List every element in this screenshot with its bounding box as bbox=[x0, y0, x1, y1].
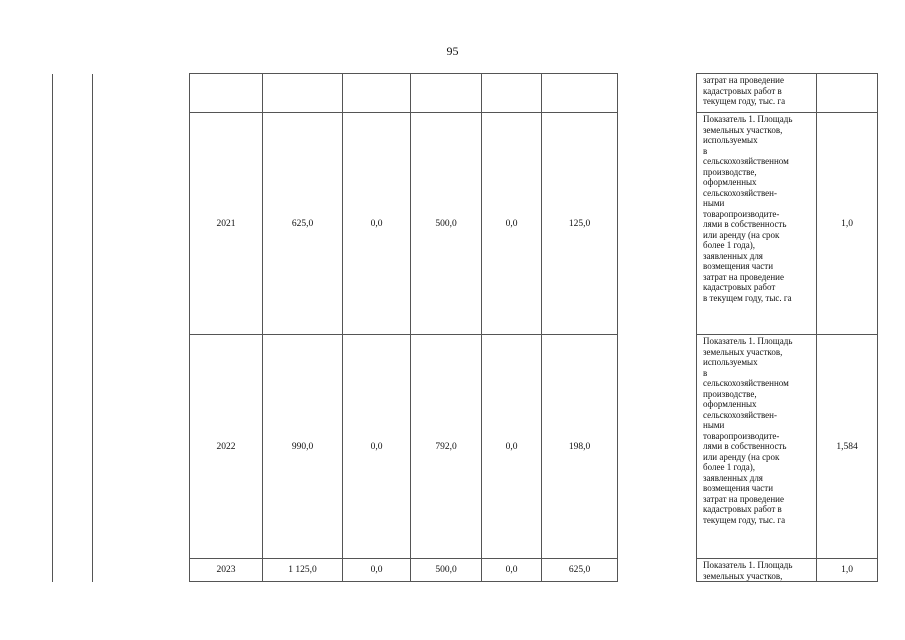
indicator-cell: Показатель 1. Площадь земельных участков, bbox=[697, 559, 817, 582]
other-sources-cell bbox=[542, 74, 618, 113]
federal-budget-cell: 0,0 bbox=[343, 559, 411, 582]
empty-cell bbox=[93, 74, 190, 582]
indicator-cell: Показатель 1. Площадь земельных участков, используемых в сельскохозяйственном производстве, оформленных сельскохозяйствен- ными товаропроизводите- лями в собственность или аренду (на срок более 1 года), заявленных для возмещения части затрат на проведение кадастровых работ в текущем году, тыс. га bbox=[697, 113, 817, 335]
local-budget-cell bbox=[482, 74, 542, 113]
total-cell: 1 125,0 bbox=[263, 559, 343, 582]
empty-cell bbox=[53, 74, 93, 582]
year-cell: 2021 bbox=[190, 113, 263, 335]
total-cell bbox=[263, 74, 343, 113]
indicator-value-cell: 1,584 bbox=[817, 335, 878, 559]
indicator-value-cell: 1,0 bbox=[817, 559, 878, 582]
federal-budget-cell: 0,0 bbox=[343, 335, 411, 559]
year-cell bbox=[190, 74, 263, 113]
regional-budget-cell: 792,0 bbox=[411, 335, 482, 559]
year-cell: 2022 bbox=[190, 335, 263, 559]
regional-budget-cell: 500,0 bbox=[411, 559, 482, 582]
federal-budget-cell: 0,0 bbox=[343, 113, 411, 335]
indicator-cell: затрат на проведение кадастровых работ в текущем году, тыс. га bbox=[697, 74, 817, 113]
year-cell: 2023 bbox=[190, 559, 263, 582]
page-number: 95 bbox=[446, 44, 459, 58]
federal-budget-cell bbox=[343, 74, 411, 113]
other-sources-cell: 625,0 bbox=[542, 559, 618, 582]
local-budget-cell: 0,0 bbox=[482, 335, 542, 559]
empty-cell bbox=[618, 74, 697, 582]
total-cell: 625,0 bbox=[263, 113, 343, 335]
total-cell: 990,0 bbox=[263, 335, 343, 559]
regional-budget-cell: 500,0 bbox=[411, 113, 482, 335]
program-table bbox=[52, 73, 878, 582]
indicator-value-cell bbox=[817, 74, 878, 113]
other-sources-cell: 198,0 bbox=[542, 335, 618, 559]
regional-budget-cell bbox=[411, 74, 482, 113]
table-row bbox=[53, 74, 878, 113]
local-budget-cell: 0,0 bbox=[482, 559, 542, 582]
other-sources-cell: 125,0 bbox=[542, 113, 618, 335]
indicator-value-cell: 1,0 bbox=[817, 113, 878, 335]
indicator-cell: Показатель 1. Площадь земельных участков, используемых в сельскохозяйственном производстве, оформленных сельскохозяйствен- ными товаропроизводите- лями в собственность или аренду (на срок более 1 года), заявленных для возмещения части затрат на проведение кадастровых работ в текущем году, тыс. га bbox=[697, 335, 817, 559]
local-budget-cell: 0,0 bbox=[482, 113, 542, 335]
